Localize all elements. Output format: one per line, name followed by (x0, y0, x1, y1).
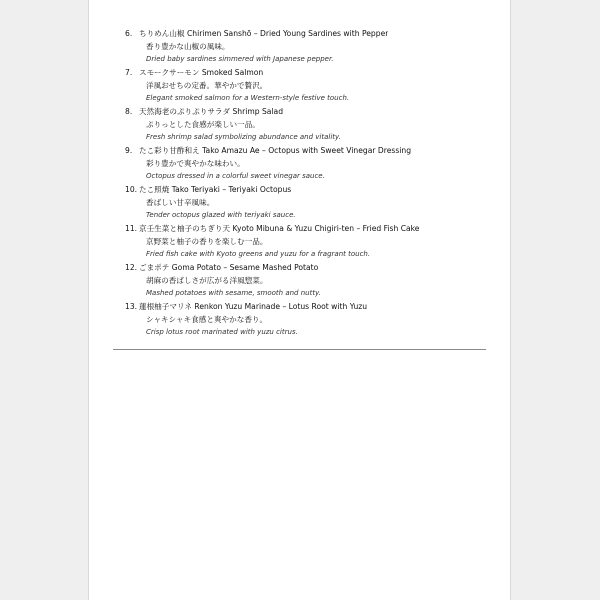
item-heading (125, 105, 505, 118)
item-description-ja: 香り豊かな山椒の風味。 (146, 42, 230, 51)
item-description-en: Fresh shrimp salad symbolizing abundance and vitality. (146, 133, 341, 141)
item-title: 蓮根柚子マリネ Renkon Yuzu Marinade – Lotus Root with Yuzu (139, 302, 368, 311)
item-title: スモークサーモン Smoked Salmon (139, 68, 264, 77)
item-description-ja: シャキシャキ食感と爽やかな香り。 (146, 315, 268, 324)
item-number: 9. (125, 146, 133, 155)
item-description-ja: 香ばしい甘辛風味。 (146, 198, 215, 207)
item-description-en: Tender octopus glazed with teriyaki sauce. (146, 211, 296, 219)
item-heading (125, 222, 505, 235)
item-description-ja: 彩り豊かで爽やかな味わい。 (146, 159, 245, 168)
item-description-ja: 胡麻の香ばしさが広がる洋風惣菜。 (146, 276, 268, 285)
item-description-ja: 京野菜と柚子の香りを楽しむ一品。 (146, 237, 268, 246)
item-description-en: Crisp lotus root marinated with yuzu citrus. (146, 328, 298, 336)
horizontal-rule (113, 349, 486, 350)
item-number: 11. (125, 224, 138, 233)
item-number: 12. (125, 263, 138, 272)
item-description-en: Elegant smoked salmon for a Western-style festive touch. (146, 94, 350, 102)
list-item (125, 222, 505, 261)
menu-list (125, 27, 505, 339)
item-number: 8. (125, 107, 133, 116)
item-heading (125, 144, 505, 157)
item-description-ja: ぷりっとした食感が楽しい一品。 (146, 120, 260, 129)
item-heading (125, 183, 505, 196)
item-title: たこ照焼 Tako Teriyaki – Teriyaki Octopus (139, 185, 292, 194)
list-item (125, 144, 505, 183)
list-item (125, 300, 505, 339)
item-heading (125, 66, 505, 79)
list-item (125, 183, 505, 222)
item-description-en: Fried fish cake with Kyoto greens and yuzu for a fragrant touch. (146, 250, 371, 258)
item-heading (125, 261, 505, 274)
list-item (125, 261, 505, 300)
item-title: たこ彩り甘酢和え Tako Amazu Ae – Octopus with Sweet Vinegar Dressing (139, 146, 412, 155)
item-number: 10. (125, 185, 138, 194)
item-number: 7. (125, 68, 133, 77)
item-title: 京壬生菜と柚子のちぎり天 Kyoto Mibuna & Yuzu Chigiri-ten – Fried Fish Cake (139, 224, 420, 233)
list-item (125, 66, 505, 105)
item-heading (125, 27, 505, 40)
item-heading (125, 300, 505, 313)
item-description-en: Dried baby sardines simmered with Japanese pepper. (146, 55, 334, 63)
item-number: 6. (125, 29, 133, 38)
document-page (88, 0, 511, 600)
item-description-en: Mashed potatoes with sesame, smooth and nutty. (146, 289, 321, 297)
list-item (125, 105, 505, 144)
list-item (125, 27, 505, 66)
item-title: ごまポテ Goma Potato – Sesame Mashed Potato (139, 263, 319, 272)
item-number: 13. (125, 302, 138, 311)
item-title: 天然海老のぷりぷりサラダ Shrimp Salad (139, 107, 284, 116)
item-description-ja: 洋風おせちの定番。華やかで贅沢。 (146, 81, 268, 90)
item-description-en: Octopus dressed in a colorful sweet vinegar sauce. (146, 172, 325, 180)
item-title: ちりめん山椒 Chirimen Sanshō – Dried Young Sardines with Pepper (139, 29, 389, 38)
